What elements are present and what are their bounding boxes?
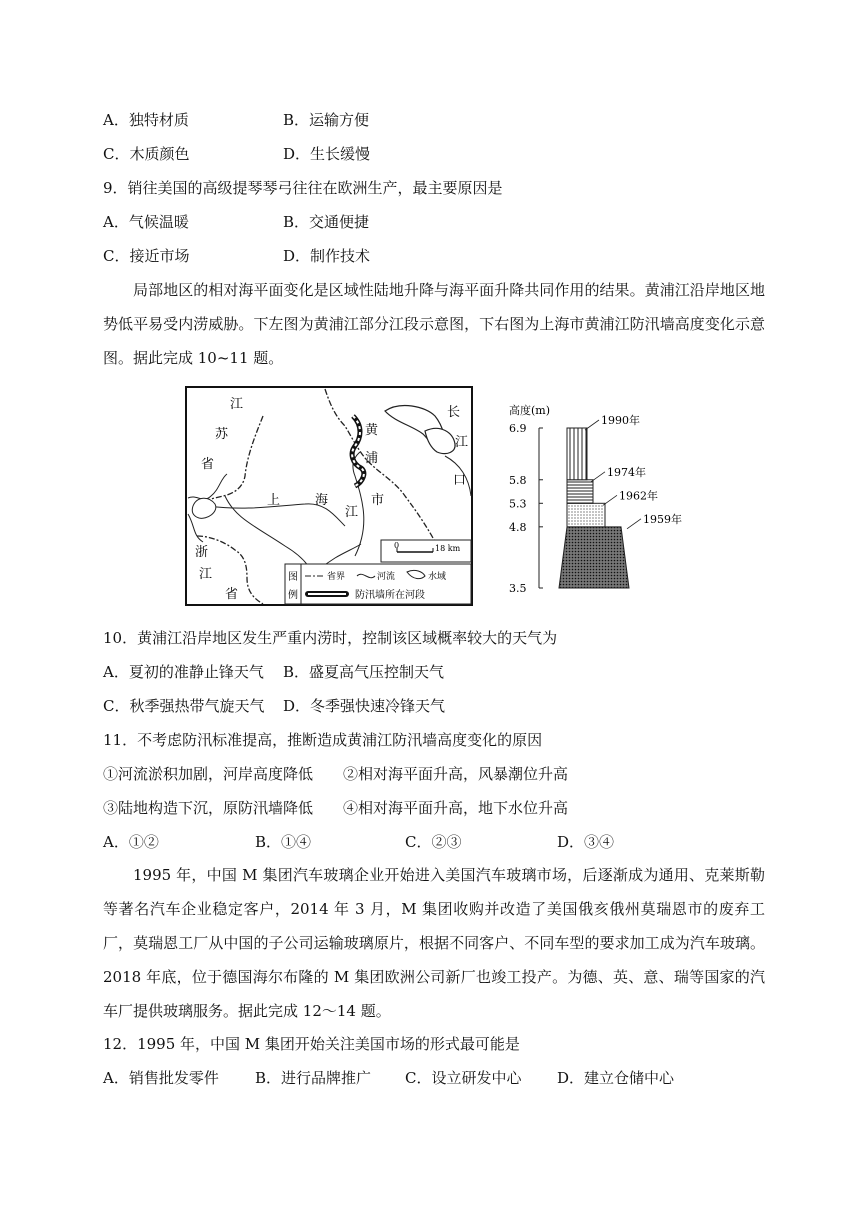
q10-option-d: D．冬季强快速冷锋天气: [283, 697, 446, 715]
q8-option-d: D．生长缓慢: [283, 145, 371, 163]
wall-bar-1962: [567, 503, 605, 527]
q11-option-c: C．②③: [405, 833, 462, 851]
q10-option-c: C．秋季强热带气旋天气: [103, 697, 265, 715]
y-tick-label: 6.9: [509, 422, 527, 435]
q8-option-b: B．运输方便: [283, 111, 370, 129]
passage-12-14-text: 1995 年，中国 M 集团汽车玻璃企业开始进入美国汽车玻璃市场，后逐渐成为通用、克莱斯勒等著名汽车企业稳定客户，2014 年 3 月，M 集团收购并改造了美国俄亥俄州莫瑞恩市的废弃工厂，莫瑞恩工厂从中国的子公司运输玻璃原片，根据不同客户、不同车型的要求加工成为汽车玻璃。2018 年底，位于德国海尔布隆的 M 集团欧洲公司新厂也竣工投产。为德、英、意、瑞等国家的汽车厂提供玻璃服务。据此完成 12～14 题。: [103, 866, 765, 1020]
wall-bar-label: 1959年: [643, 512, 682, 526]
wall-bar-leader: [603, 495, 617, 505]
legend-boundary: 省界: [327, 572, 346, 582]
map-label-zhe: 浙: [195, 545, 209, 560]
legend-water: 水域: [428, 572, 447, 582]
q12-option-d: D．建立仓储中心: [557, 1069, 675, 1087]
scale-distance: 18 km: [435, 544, 461, 553]
map-label-jiang1: 江: [230, 397, 244, 412]
q12-option-c: C．设立研发中心: [405, 1069, 522, 1087]
chart-ylabel: 高度(m): [509, 404, 551, 417]
map-label-shi: 市: [371, 493, 385, 508]
q9-stem: 9．销往美国的高级提琴琴弓往往在欧洲生产，最主要原因是: [103, 179, 503, 197]
legend-wall: 防汛墙所在河段: [355, 590, 425, 601]
q11-stem: 11．不考虑防汛标准提高，推断造成黄浦江防汛墙高度变化的原因: [103, 731, 543, 749]
q9-option-c: C．接近市场: [103, 247, 190, 265]
map-label-su: 苏: [215, 427, 229, 442]
passage-12-14: [103, 858, 765, 1028]
map-label-hai: 海: [315, 493, 329, 508]
q10-option-b: B．盛夏高气压控制天气: [283, 663, 445, 681]
y-tick-label: 4.8: [509, 520, 527, 534]
map-label-shang: 上: [267, 493, 281, 508]
y-tick-label: 3.5: [509, 582, 527, 595]
passage-10-11-text: 局部地区的相对海平面变化是区域性陆地升降与海平面升降共同作用的结果。黄浦江沿岸地区地势低平易受内涝威胁。下左图为黄浦江部分江段示意图，下右图为上海市黄浦江防汛墙高度变化示意图。据此完成 10~11 题。: [103, 281, 765, 367]
wall-bar-1990: [567, 428, 587, 480]
map-label-jiang-s: 江: [345, 505, 359, 520]
wall-bar-1959: [559, 527, 629, 588]
map-label-chang: 长: [447, 405, 461, 420]
q12-option-a: A．销售批发零件: [103, 1069, 219, 1087]
q10-option-a: A．夏初的准静止锋天气: [103, 663, 264, 681]
wall-bar-label: 1962年: [619, 489, 658, 503]
map-label-jiang3: 江: [455, 435, 469, 450]
map-label-sheng2: 省: [225, 587, 239, 602]
scale-zero: 0: [394, 541, 400, 550]
wall-bar-label: 1974年: [607, 465, 646, 479]
wall-bar-leader: [627, 519, 641, 529]
q12-option-b: B．进行品牌推广: [255, 1069, 372, 1087]
q11-option-b: B．①④: [255, 833, 312, 851]
q8-option-a: A．独特材质: [103, 111, 189, 129]
map-label-huang: 黄: [365, 423, 379, 438]
q9-option-b: B．交通便捷: [283, 213, 370, 231]
q8-option-c: C．木质颜色: [103, 145, 190, 163]
q9-option-d: D．制作技术: [283, 247, 371, 265]
q11-statement-1: ①河流淤积加剧，河岸高度降低: [103, 765, 314, 783]
y-tick-label: 5.8: [509, 473, 527, 487]
q11-statement-4: ④相对海平面升高，地下水位升高: [343, 799, 569, 817]
map-label-pu: 浦: [365, 451, 379, 466]
wall-bar-label: 1990年: [601, 414, 640, 427]
map-label-kou: 口: [453, 473, 467, 488]
wall-bar-leader: [585, 420, 599, 430]
legend-river: 河流: [377, 572, 396, 582]
flood-wall-chart: [505, 400, 695, 600]
y-tick-label: 5.3: [509, 497, 527, 511]
q12-stem: 12．1995 年，中国 M 集团开始关注美国市场的形式最可能是: [103, 1035, 520, 1053]
huangpu-map: [185, 386, 473, 606]
q11-statement-2: ②相对海平面升高，风暴潮位升高: [343, 765, 569, 783]
wall-bar-leader: [591, 472, 605, 482]
legend-li: 例: [288, 590, 298, 601]
wall-bar-1974: [567, 480, 593, 504]
q11-option-a: A．①②: [103, 833, 159, 851]
passage-10-11: [103, 273, 765, 375]
q11-option-d: D．③④: [557, 833, 615, 851]
q10-stem: 10．黄浦江沿岸地区发生严重内涝时，控制该区域概率较大的天气为: [103, 629, 558, 647]
legend-tu: 图: [288, 572, 298, 583]
q11-statement-3: ③陆地构造下沉，原防汛墙降低: [103, 799, 314, 817]
map-label-jiang2: 江: [199, 567, 213, 582]
map-label-sheng1: 省: [201, 457, 215, 472]
q9-option-a: A．气候温暖: [103, 213, 189, 231]
